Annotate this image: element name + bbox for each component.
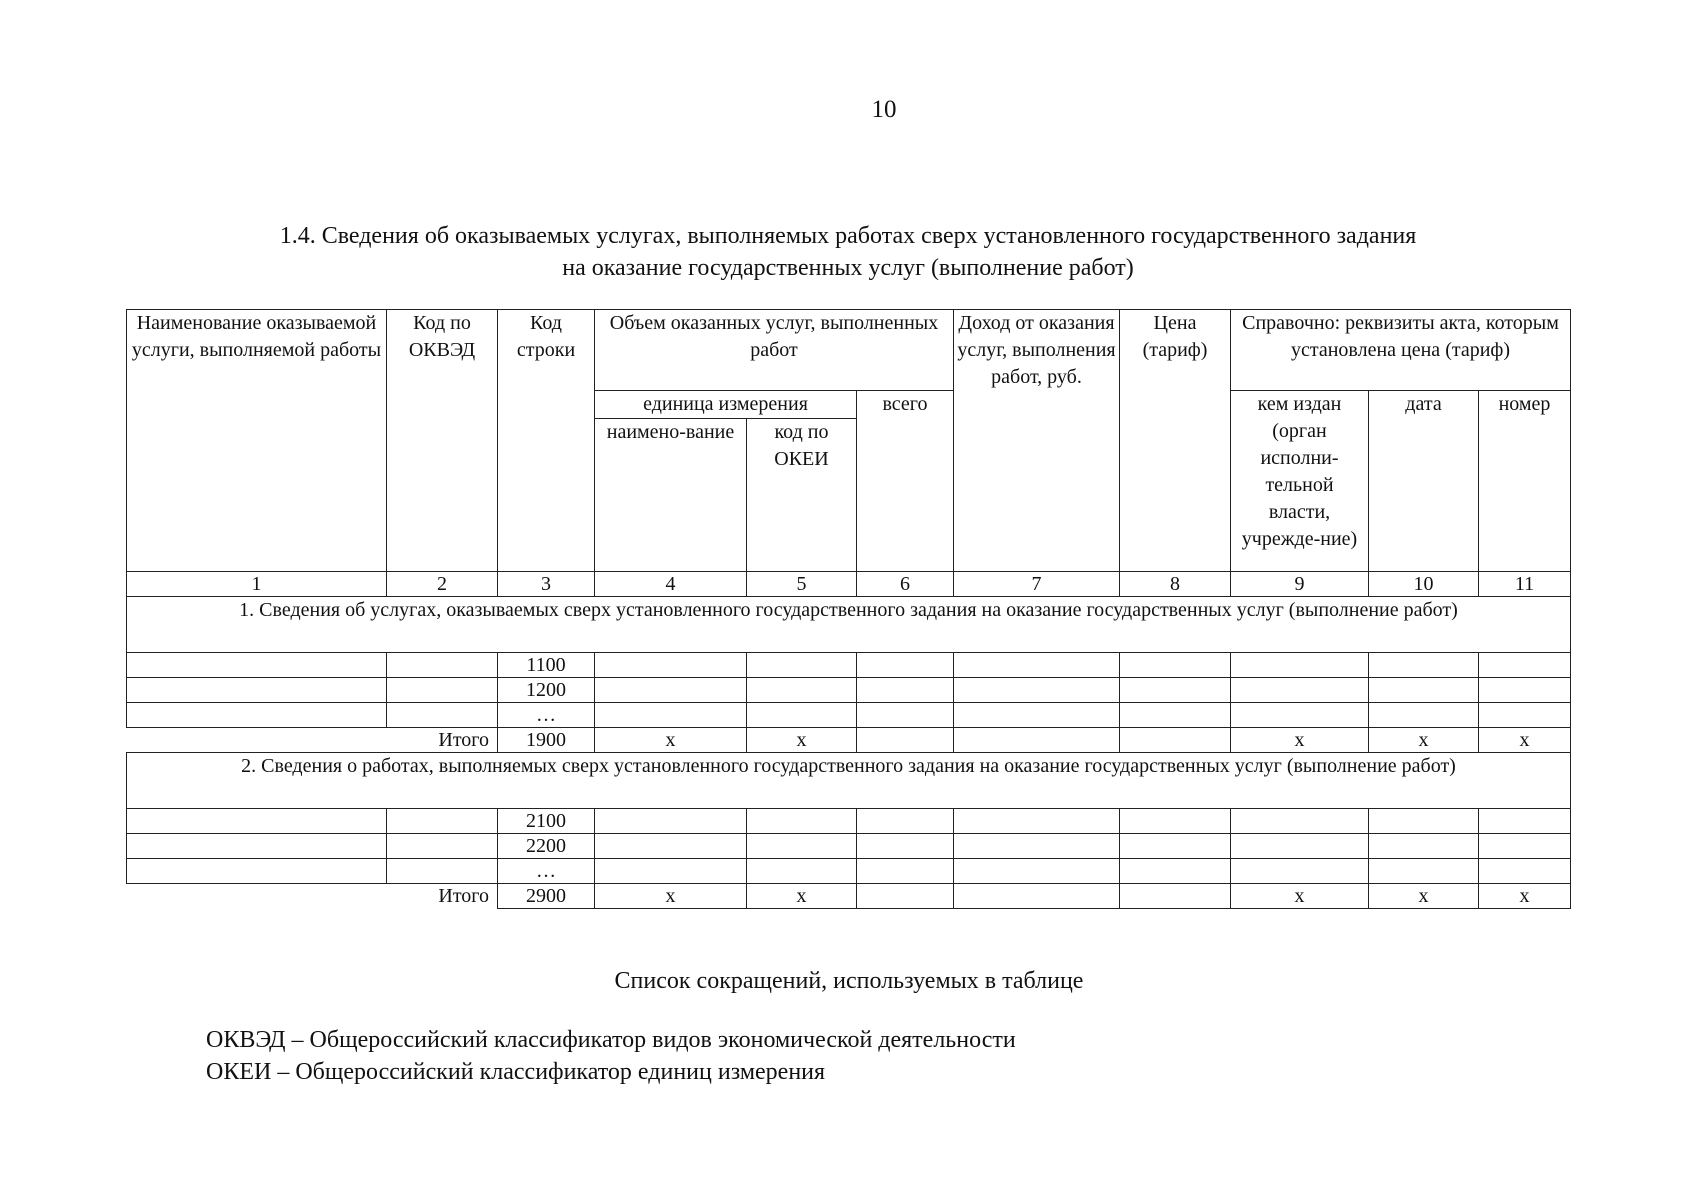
input-cell[interactable] bbox=[1120, 809, 1231, 834]
section-1-title: 1. Сведения об услугах, оказываемых сверх установленного государственного задания на оказание государственных услуг (выполнение работ) bbox=[127, 597, 1571, 653]
column-number: 1 bbox=[127, 572, 387, 597]
header-reference: Справочно: реквизиты акта, которым установлена цена (тариф) bbox=[1231, 310, 1571, 391]
input-cell[interactable] bbox=[954, 728, 1120, 753]
not-applicable-mark: х bbox=[1369, 728, 1479, 753]
input-cell[interactable] bbox=[1231, 809, 1369, 834]
input-cell[interactable] bbox=[1479, 703, 1571, 728]
input-cell[interactable] bbox=[1231, 678, 1369, 703]
row-code: 1100 bbox=[498, 653, 595, 678]
input-cell[interactable] bbox=[595, 809, 747, 834]
input-cell[interactable] bbox=[595, 703, 747, 728]
abbreviations-title: Список сокращений, используемых в таблице bbox=[614, 968, 1084, 994]
input-cell[interactable] bbox=[127, 834, 387, 859]
input-cell[interactable] bbox=[954, 834, 1120, 859]
not-applicable-mark: х bbox=[1231, 728, 1369, 753]
heading-line-1: 1.4. Сведения об оказываемых услугах, выполняемых работах сверх установленного государственного задания bbox=[279, 223, 1417, 249]
input-cell[interactable] bbox=[127, 703, 387, 728]
input-cell[interactable] bbox=[1120, 859, 1231, 884]
input-cell[interactable] bbox=[1369, 809, 1479, 834]
input-cell[interactable] bbox=[1231, 834, 1369, 859]
header-total: всего bbox=[857, 391, 954, 572]
column-number: 8 bbox=[1120, 572, 1231, 597]
total-row bbox=[127, 728, 1571, 753]
input-cell[interactable] bbox=[1479, 809, 1571, 834]
input-cell[interactable] bbox=[1120, 834, 1231, 859]
header-issued-by: кем издан (орган исполни-тельной власти, учрежде-ние) bbox=[1231, 391, 1369, 572]
input-cell[interactable] bbox=[747, 678, 857, 703]
input-cell[interactable] bbox=[1231, 653, 1369, 678]
input-cell[interactable] bbox=[387, 859, 498, 884]
header-okved-code: Код по ОКВЭД bbox=[387, 310, 498, 572]
input-cell[interactable] bbox=[954, 703, 1120, 728]
input-cell[interactable] bbox=[1120, 653, 1231, 678]
input-cell[interactable] bbox=[1231, 703, 1369, 728]
input-cell[interactable] bbox=[857, 728, 954, 753]
not-applicable-mark: х bbox=[1479, 884, 1571, 909]
page-number: 10 bbox=[871, 96, 897, 123]
input-cell[interactable] bbox=[747, 703, 857, 728]
header-price: Цена (тариф) bbox=[1120, 310, 1231, 572]
section-2-title: 2. Сведения о работах, выполняемых сверх установленного государственного задания на оказание государственных услуг (выполнение работ) bbox=[127, 753, 1571, 809]
input-cell[interactable] bbox=[747, 834, 857, 859]
total-row bbox=[127, 884, 1571, 909]
input-cell[interactable] bbox=[1479, 678, 1571, 703]
total-code: 1900 bbox=[498, 728, 595, 753]
column-number: 11 bbox=[1479, 572, 1571, 597]
header-date: дата bbox=[1369, 391, 1479, 572]
input-cell[interactable] bbox=[954, 859, 1120, 884]
input-cell[interactable] bbox=[1479, 653, 1571, 678]
input-cell[interactable] bbox=[1369, 834, 1479, 859]
input-cell[interactable] bbox=[1369, 653, 1479, 678]
abbreviations-list bbox=[206, 1024, 1016, 1088]
not-applicable-mark: х bbox=[1231, 884, 1369, 909]
input-cell[interactable] bbox=[387, 678, 498, 703]
input-cell[interactable] bbox=[127, 859, 387, 884]
input-cell[interactable] bbox=[387, 653, 498, 678]
header-volume: Объем оказанных услуг, выполненных работ bbox=[595, 310, 954, 391]
not-applicable-mark: х bbox=[595, 884, 747, 909]
input-cell[interactable] bbox=[747, 809, 857, 834]
input-cell[interactable] bbox=[1479, 834, 1571, 859]
table-row bbox=[127, 653, 1571, 678]
input-cell[interactable] bbox=[857, 859, 954, 884]
column-number: 7 bbox=[954, 572, 1120, 597]
input-cell[interactable] bbox=[595, 859, 747, 884]
row-code: 1200 bbox=[498, 678, 595, 703]
total-spacer bbox=[127, 728, 387, 753]
input-cell[interactable] bbox=[1231, 859, 1369, 884]
column-number: 4 bbox=[595, 572, 747, 597]
column-number: 9 bbox=[1231, 572, 1369, 597]
total-label: Итого bbox=[387, 884, 498, 909]
not-applicable-mark: х bbox=[1369, 884, 1479, 909]
total-code: 2900 bbox=[498, 884, 595, 909]
heading-line-2: на оказание государственных услуг (выполнение работ) bbox=[562, 255, 1134, 281]
table-row bbox=[127, 703, 1571, 728]
input-cell[interactable] bbox=[954, 884, 1120, 909]
row-code: … bbox=[498, 703, 595, 728]
input-cell[interactable] bbox=[1120, 728, 1231, 753]
table-row bbox=[127, 859, 1571, 884]
input-cell[interactable] bbox=[857, 678, 954, 703]
abbreviation-item: ОКВЭД – Общероссийский классификатор видов экономической деятельности bbox=[206, 1027, 1016, 1053]
header-service-name: Наименование оказываемой услуги, выполняемой работы bbox=[127, 310, 387, 572]
input-cell[interactable] bbox=[857, 834, 954, 859]
table-row bbox=[127, 809, 1571, 834]
not-applicable-mark: х bbox=[747, 884, 857, 909]
not-applicable-mark: х bbox=[595, 728, 747, 753]
input-cell[interactable] bbox=[954, 653, 1120, 678]
input-cell[interactable] bbox=[127, 809, 387, 834]
input-cell[interactable] bbox=[1120, 678, 1231, 703]
services-table bbox=[126, 309, 1571, 909]
input-cell[interactable] bbox=[1369, 703, 1479, 728]
input-cell[interactable] bbox=[857, 884, 954, 909]
column-number: 3 bbox=[498, 572, 595, 597]
input-cell[interactable] bbox=[857, 809, 954, 834]
input-cell[interactable] bbox=[127, 678, 387, 703]
header-row-code: Код строки bbox=[498, 310, 595, 572]
header-unit-name: наимено-вание bbox=[595, 419, 747, 572]
form-heading bbox=[120, 220, 1576, 284]
input-cell[interactable] bbox=[595, 653, 747, 678]
input-cell[interactable] bbox=[954, 678, 1120, 703]
header-unit: единица измерения bbox=[595, 391, 857, 419]
header-income: Доход от оказания услуг, выполнения работ, руб. bbox=[954, 310, 1120, 572]
total-label: Итого bbox=[387, 728, 498, 753]
total-spacer bbox=[127, 884, 387, 909]
input-cell[interactable] bbox=[954, 809, 1120, 834]
input-cell[interactable] bbox=[127, 653, 387, 678]
input-cell[interactable] bbox=[387, 834, 498, 859]
input-cell[interactable] bbox=[1369, 859, 1479, 884]
table-row bbox=[127, 678, 1571, 703]
table-row bbox=[127, 834, 1571, 859]
row-code: 2200 bbox=[498, 834, 595, 859]
column-number: 5 bbox=[747, 572, 857, 597]
header-unit-code: код по ОКЕИ bbox=[747, 419, 857, 572]
input-cell[interactable] bbox=[747, 859, 857, 884]
column-number: 10 bbox=[1369, 572, 1479, 597]
input-cell[interactable] bbox=[595, 834, 747, 859]
input-cell[interactable] bbox=[1120, 703, 1231, 728]
column-numbers-row bbox=[127, 572, 1571, 597]
row-code: … bbox=[498, 859, 595, 884]
input-cell[interactable] bbox=[1120, 884, 1231, 909]
input-cell[interactable] bbox=[1479, 859, 1571, 884]
row-code: 2100 bbox=[498, 809, 595, 834]
input-cell[interactable] bbox=[387, 703, 498, 728]
input-cell[interactable] bbox=[857, 653, 954, 678]
not-applicable-mark: х bbox=[1479, 728, 1571, 753]
input-cell[interactable] bbox=[747, 653, 857, 678]
input-cell[interactable] bbox=[857, 703, 954, 728]
not-applicable-mark: х bbox=[747, 728, 857, 753]
header-number: номер bbox=[1479, 391, 1571, 572]
abbreviation-item: ОКЕИ – Общероссийский классификатор единиц измерения bbox=[206, 1059, 826, 1085]
input-cell[interactable] bbox=[1369, 678, 1479, 703]
column-number: 2 bbox=[387, 572, 498, 597]
input-cell[interactable] bbox=[595, 678, 747, 703]
input-cell[interactable] bbox=[387, 809, 498, 834]
column-number: 6 bbox=[857, 572, 954, 597]
